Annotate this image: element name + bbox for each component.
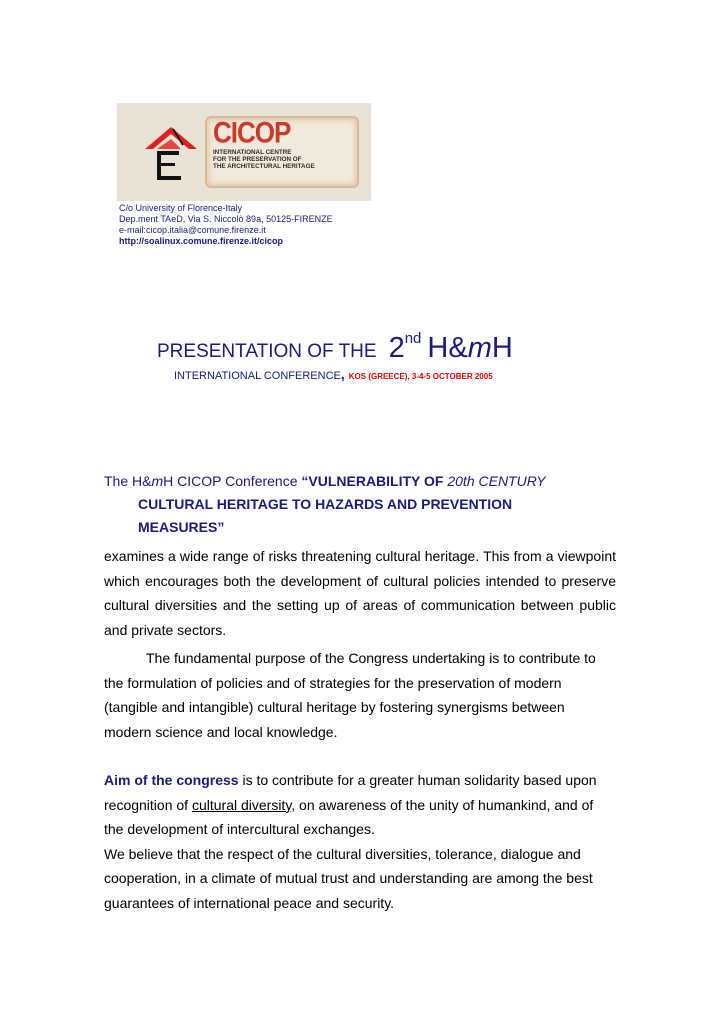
address-line: C/o University of Florence-Italy — [119, 203, 243, 213]
intro-text: m — [151, 473, 164, 489]
title-num: 2 — [388, 332, 405, 364]
intro-line — [104, 470, 624, 493]
title-h: H — [491, 332, 513, 364]
cultural-diversity-link[interactable]: cultural diversity — [191, 796, 292, 813]
conference-location-date: KOS (GREECE), 3-4-5 OCTOBER 2005 — [348, 372, 493, 381]
logo-subtitle — [213, 149, 353, 171]
title-h: H& — [427, 332, 468, 364]
address-block — [119, 203, 333, 247]
text-line: We believe that the respect of the cultural diversities, tolerance, dialogue and — [104, 845, 581, 862]
cicop-logo — [117, 103, 371, 201]
intro-line: CULTURAL HERITAGE TO HAZARDS AND PREVENTION — [138, 496, 513, 512]
text-line: cooperation, in a climate of mutual trust and understanding are among the best — [104, 870, 593, 886]
text-line: guarantees of international peace and security. — [104, 894, 395, 911]
aim-text: recognition of — [104, 796, 192, 813]
logo-sub-line: THE ARCHITECTURAL HERITAGE — [213, 163, 315, 171]
paragraph-aim — [104, 768, 616, 915]
website-link[interactable]: http://soalinux.comune.firenze.it/cicop — [119, 236, 284, 246]
subtitle — [174, 366, 493, 382]
intro-line: MEASURES” — [138, 519, 225, 535]
email-line: e-mail:cicop.italia@comune.firenze.it — [119, 225, 266, 235]
title-conference-name — [427, 332, 512, 364]
paragraph-purpose — [104, 646, 616, 744]
aim-text: is to contribute for a greater human solidarity based upon — [238, 772, 597, 788]
text-line: modern science and local knowledge. — [104, 723, 338, 740]
intro-title: “VULNERABILITY OF — [301, 473, 448, 489]
address-line: Dep.ment TAeD, Via S. Niccolò 89a, 50125-FIRENZE — [119, 214, 333, 224]
text-line: The fundamental purpose of the Congress undertaking is to contribute to — [146, 650, 596, 666]
text-line — [104, 793, 616, 818]
text-line: (tangible and intangible) cultural heritage by fostering synergisms between — [104, 699, 565, 715]
house-icon — [143, 125, 199, 183]
title-number — [389, 332, 422, 364]
text-line: the formulation of policies and of strategies for the preservation of modern — [104, 674, 562, 691]
aim-label: Aim of the congress — [104, 772, 239, 788]
logo-wordmark: CICOP — [213, 114, 291, 150]
subtitle-sep: , — [340, 366, 345, 382]
title-m: m — [467, 332, 492, 364]
conference-intro — [104, 470, 624, 539]
paragraph-risks: examines a wide range of risks threatening cultural heritage. This from a viewpoint which encourages both the development of cultural policies intended to preserve cultural diversities and the setting up of areas of communication between public and private sectors. — [104, 548, 616, 638]
title-sup: nd — [404, 330, 422, 347]
subtitle-main: INTERNATIONAL CONFERENCE — [174, 370, 341, 382]
page-title — [157, 330, 513, 365]
logo-sub-line: INTERNATIONAL CENTRE — [213, 149, 292, 156]
intro-title: 20th CENTURY — [447, 473, 546, 489]
intro-text: The H& — [104, 473, 152, 489]
intro-text: H CICOP Conference — [163, 473, 302, 489]
logo-sub-line: FOR THE PRESERVATION OF — [213, 156, 302, 164]
text-line: the development of intercultural exchanges. — [104, 821, 375, 837]
aim-text: , on awareness of the unity of humankind, and of — [291, 796, 594, 813]
text-line — [104, 768, 616, 793]
title-prefix: PRESENTATION OF THE — [157, 341, 377, 362]
